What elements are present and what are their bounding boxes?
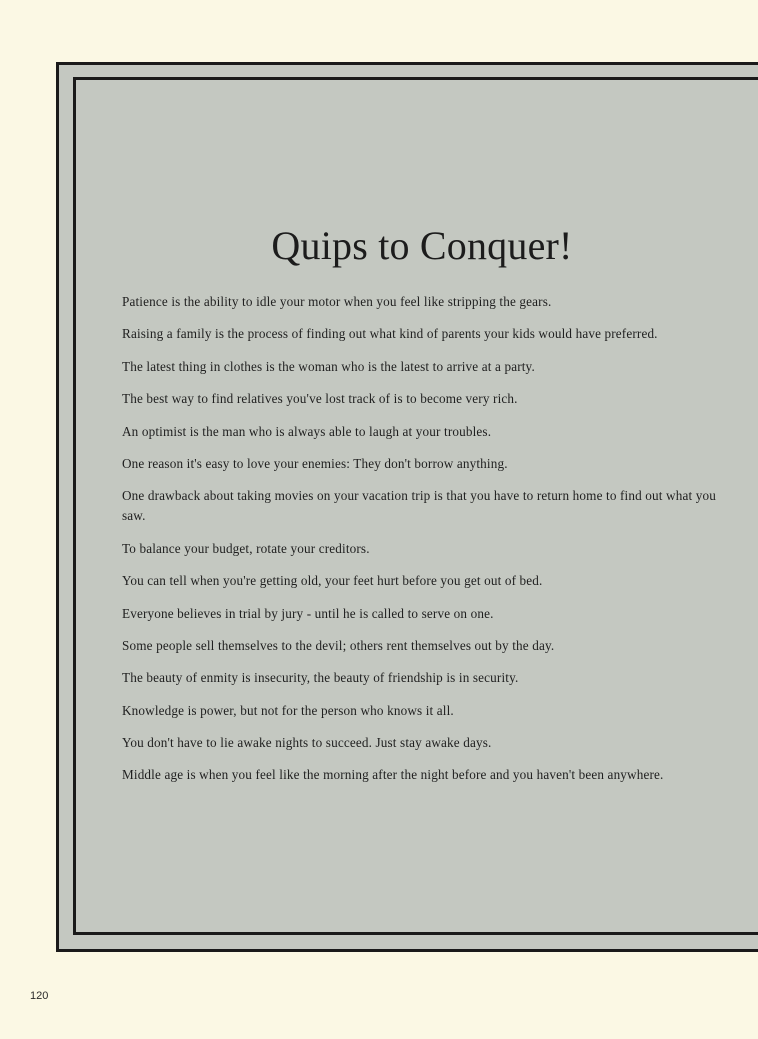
- quip-item: One reason it's easy to love your enemies: They don't borrow anything.: [122, 455, 508, 471]
- quip-item: An optimist is the man who is always able to laugh at your troubles.: [122, 423, 492, 439]
- quip-item: To balance your budget, rotate your creditors.: [122, 540, 370, 556]
- page-number: 120: [30, 990, 49, 1002]
- quip-item: You can tell when you're getting old, your feet hurt before you get out of bed.: [122, 573, 543, 589]
- quip-item: One drawback about taking movies on your vacation trip is that you have to return home to find out what you saw.: [122, 488, 716, 524]
- quip-item: The beauty of enmity is insecurity, the beauty of friendship is in security.: [122, 670, 519, 686]
- quip-item: You don't have to lie awake nights to succeed. Just stay awake days.: [122, 735, 492, 751]
- quip-item: Knowledge is power, but not for the person who knows it all.: [122, 702, 454, 718]
- page-title: Quips to Conquer!: [271, 223, 573, 268]
- quip-item: Middle age is when you feel like the morning after the night before and you haven't been anywhere.: [122, 767, 664, 783]
- quip-item: The latest thing in clothes is the woman who is the latest to arrive at a party.: [122, 358, 535, 374]
- quip-item: Everyone believes in trial by jury - until he is called to serve on one.: [122, 605, 494, 621]
- quip-item: The best way to find relatives you've lost track of is to become very rich.: [122, 391, 518, 407]
- quip-item: Some people sell themselves to the devil; others rent themselves out by the day.: [122, 637, 555, 653]
- quip-item: Patience is the ability to idle your motor when you feel like stripping the gears.: [122, 294, 552, 309]
- quip-list: [122, 292, 732, 798]
- quip-item: Raising a family is the process of finding out what kind of parents your kids would have preferred.: [122, 326, 658, 342]
